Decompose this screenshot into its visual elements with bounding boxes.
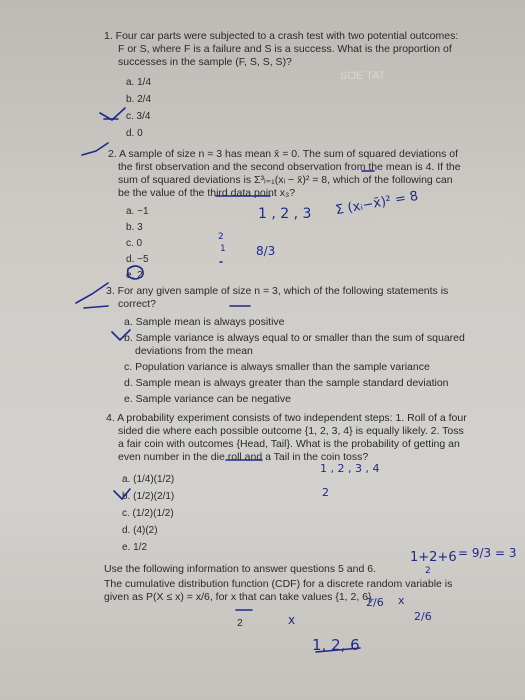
cdf-underline-1 <box>316 648 360 652</box>
q2-option: a. −1 <box>126 206 149 217</box>
q2-option: b. 3 <box>126 222 143 233</box>
q1-option: a. 1/4 <box>126 77 152 88</box>
q2-check-mark <box>82 143 108 155</box>
q4-option: e. 1/2 <box>122 542 148 553</box>
hand-q2-small: 2 <box>218 232 224 242</box>
q3-stem-line: 3. For any given sample of size n = 3, which of the following statements is <box>106 285 449 297</box>
q3-stem-line: correct? <box>118 298 156 310</box>
q3-option: deviations from the mean <box>135 345 253 357</box>
hand-q2-one: 1 <box>220 244 226 254</box>
q4-stem-line: a fair coin with outcomes {Head, Tail}. What is the probability of getting an <box>118 438 460 450</box>
hand-cdf-fraction-1: 2/6 <box>366 596 384 609</box>
info-line: The cumulative distribution function (CDF) for a discrete random variable is <box>104 578 453 590</box>
q3-option: c. Population variance is always smaller than the sample variance <box>124 361 430 373</box>
hand-q4-two: 2 <box>322 486 329 499</box>
hand-page-x: x <box>288 613 296 627</box>
q4-option: a. (1/4)(1/2) <box>122 474 175 485</box>
q3-b-check <box>112 330 130 340</box>
q2-option: c. 0 <box>126 238 143 249</box>
info-line: given as P(X ≤ x) = x/6, for x that can take values {1, 2, 6}. <box>104 591 375 603</box>
page-number: 2 <box>237 617 243 629</box>
q1-option: b. 2/4 <box>126 94 152 105</box>
q4-option: d. (4)(2) <box>122 525 158 536</box>
q4-stem-line: even number in the die roll and a Tail in the coin toss? <box>118 451 369 463</box>
q2-stem-line: 2. A sample of size n = 3 has mean x̄ = 0. The sum of squared deviations of <box>108 148 459 160</box>
q2-stem-line: the first observation and the second observation from the mean is 4. If the <box>118 161 461 173</box>
q1-stem-line: successes in the sample (F, S, S, S)? <box>118 56 292 68</box>
q2-option: d. −5 <box>126 254 149 265</box>
info-line: Use the following information to answer questions 5 and 6. <box>104 563 376 575</box>
hand-cdf-fraction-2: 2/6 <box>414 610 432 623</box>
q1-stem-line: F or S, where F is a failure and S is a success. What is the proportion of <box>118 43 452 55</box>
q1-option: d. 0 <box>126 128 143 139</box>
q2-stem-line: sum of squared deviations is Σ³ᵢ₌₁(xᵢ − x̄)² = 8, which of the following can <box>118 174 453 186</box>
q4-stem-line: 4. A probability experiment consists of two independent steps: 1. Roll of a four <box>106 412 467 424</box>
q3-option: e. Sample variance can be negative <box>124 393 291 405</box>
hand-cdf-sum: 1+2+6 <box>410 550 457 565</box>
q1-option: c. 3/4 <box>126 111 151 122</box>
watermark: SOE TAT <box>340 70 386 82</box>
q4-option: c. (1/2)(1/2) <box>122 508 174 519</box>
q2-stem-line: be the value of the third data point x₃? <box>118 187 296 199</box>
q3-dash <box>84 306 108 308</box>
q3-check-mark <box>76 283 108 303</box>
q1-stem-line: 1. Four car parts were subjected to a crash test with two potential outcomes: <box>104 30 459 42</box>
q3-option: a. Sample mean is always positive <box>124 316 285 328</box>
q3-option: b. Sample variance is always equal to or smaller than the sum of squared <box>124 332 465 344</box>
q4-b-check <box>114 489 130 499</box>
q3-option: d. Sample mean is always greater than the sample standard deviation <box>124 377 449 389</box>
q2-option: e. 2 <box>126 270 143 281</box>
q2-circle-e <box>128 266 143 279</box>
q4-option: b. (1/2)(2/1) <box>122 491 175 502</box>
hand-cdf-values: 1, 2, 6 <box>312 636 360 654</box>
hand-q2-sum: Σ (xᵢ−x̄)² = 8 <box>334 188 420 219</box>
hand-q2-sequence: 1 , 2 , 3 <box>258 206 312 222</box>
hand-q2-fraction: 8/3 <box>256 244 276 258</box>
hand-cdf-equals: = 9/3 = 3 <box>458 546 517 560</box>
hand-cdf-x: x <box>398 594 405 607</box>
q4-stem-line: sided die where each possible outcome {1, 2, 3, 4} is equally likely. 2. Toss <box>118 425 464 437</box>
hand-cdf-two: 2 <box>425 566 431 576</box>
hand-q4-sequence: 1 , 2 , 3 , 4 <box>320 462 380 475</box>
